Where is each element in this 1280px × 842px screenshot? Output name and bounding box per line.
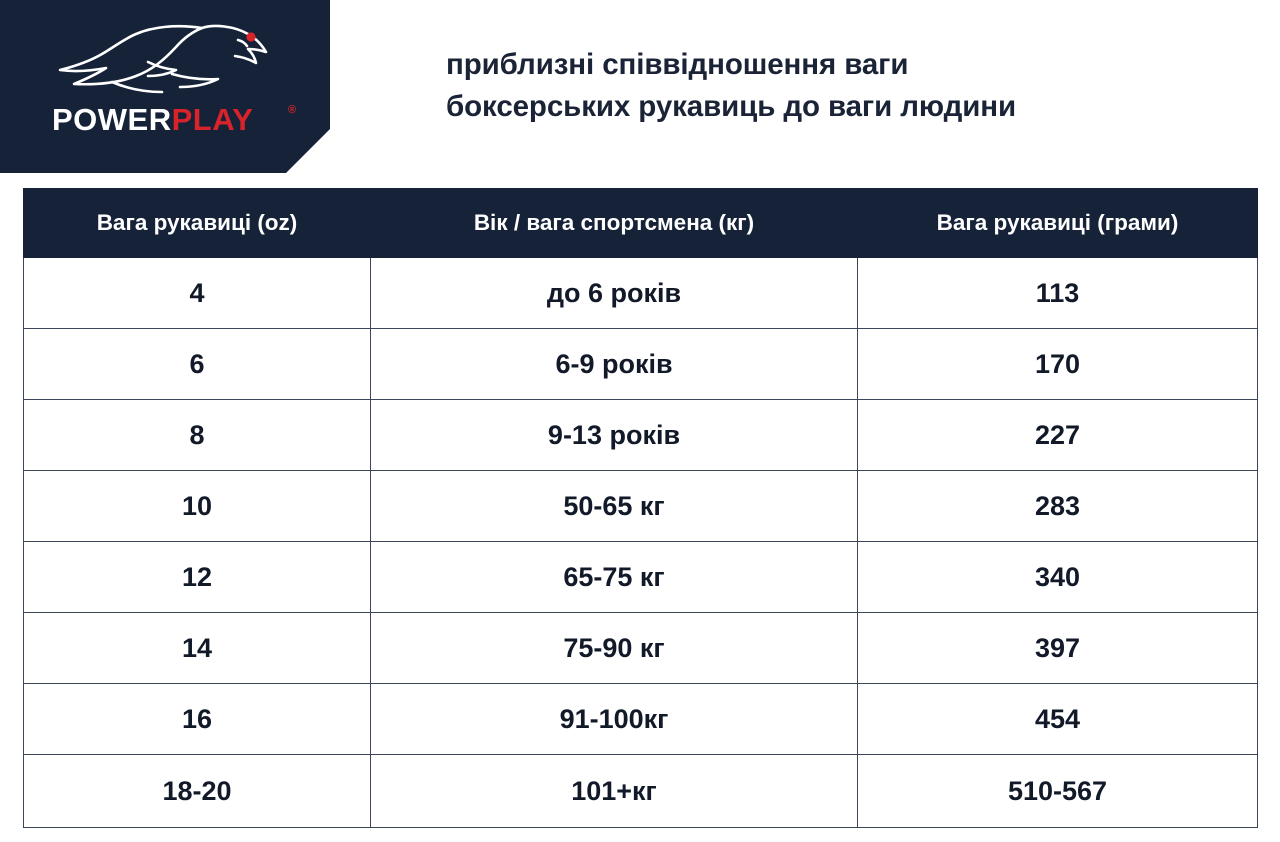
cell-athlete: 50-65 кг (371, 471, 858, 542)
page-header (0, 0, 1280, 173)
cell-glove-grams: 283 (858, 471, 1258, 542)
column-header-glove-oz: Вага рукавиці (oz) (24, 189, 371, 258)
cell-glove-oz: 10 (24, 471, 371, 542)
specs-table-wrapper (23, 188, 1257, 828)
brand-word-power: POWER (52, 102, 172, 137)
table-row (24, 755, 1258, 828)
registered-trademark-mark: ® (288, 104, 297, 116)
cell-athlete: 91-100кг (371, 684, 858, 755)
cell-athlete: 9-13 років (371, 400, 858, 471)
table-header-row (24, 189, 1258, 258)
brand-wordmark (52, 104, 253, 135)
cell-glove-oz: 6 (24, 329, 371, 400)
cell-glove-grams: 113 (858, 258, 1258, 329)
cell-glove-oz: 12 (24, 542, 371, 613)
cell-athlete: 6-9 років (371, 329, 858, 400)
logo-inner (0, 0, 330, 173)
page-title-line-1: приблизні співвідношення ваги (446, 48, 909, 81)
cell-glove-oz: 18-20 (24, 755, 371, 828)
table-row (24, 471, 1258, 542)
cell-athlete: до 6 років (371, 258, 858, 329)
brand-logo-block (0, 0, 330, 173)
cell-glove-oz: 8 (24, 400, 371, 471)
cell-glove-oz: 16 (24, 684, 371, 755)
cell-athlete: 65-75 кг (371, 542, 858, 613)
column-header-athlete: Вік / вага спортсмена (кг) (371, 189, 858, 258)
cell-glove-grams: 170 (858, 329, 1258, 400)
cell-glove-grams: 397 (858, 613, 1258, 684)
table-header (24, 189, 1258, 258)
table-row (24, 329, 1258, 400)
cell-glove-grams: 227 (858, 400, 1258, 471)
cell-athlete: 101+кг (371, 755, 858, 828)
cell-glove-grams: 454 (858, 684, 1258, 755)
cell-glove-oz: 14 (24, 613, 371, 684)
cell-glove-grams: 340 (858, 542, 1258, 613)
table-row (24, 542, 1258, 613)
column-header-glove-grams: Вага рукавиці (грами) (858, 189, 1258, 258)
page-title-line-2: боксерських рукавиць до ваги людини (446, 89, 1017, 123)
table-body (24, 258, 1258, 828)
cell-glove-grams: 510-567 (858, 755, 1258, 828)
table-row (24, 400, 1258, 471)
brand-word-play: PLAY (171, 102, 254, 137)
table-row (24, 258, 1258, 329)
cell-glove-oz: 4 (24, 258, 371, 329)
cell-athlete: 75-90 кг (371, 613, 858, 684)
table-row (24, 613, 1258, 684)
panther-logo-icon (52, 22, 282, 96)
glove-weight-table (23, 188, 1258, 828)
page-title (330, 0, 1280, 128)
table-row (24, 684, 1258, 755)
